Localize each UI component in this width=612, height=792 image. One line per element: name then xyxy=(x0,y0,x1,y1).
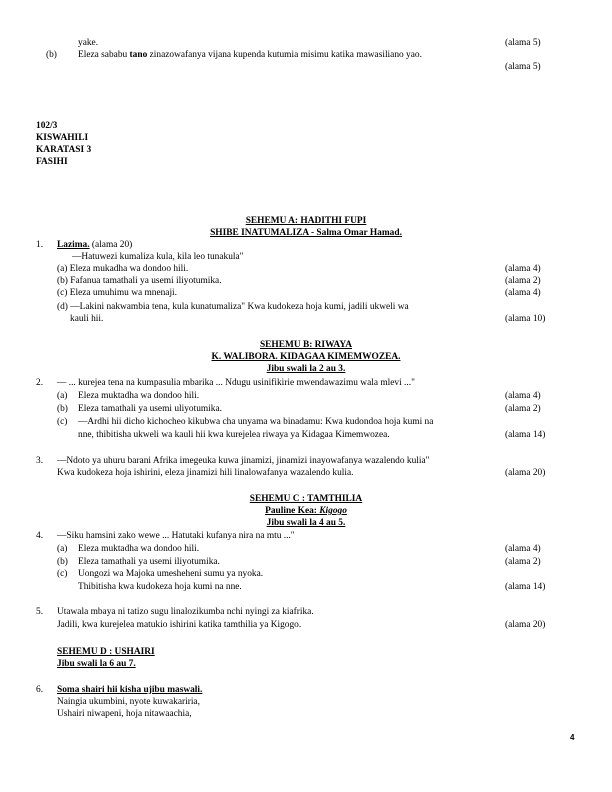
question-number: 3. xyxy=(36,456,44,466)
marks: (alama 2) xyxy=(505,557,541,567)
marks: (alama 20) xyxy=(505,468,546,478)
quote: ―Ndoto ya uhuru barani Afrika imegeuka kuwa jinamizi, jinamizi inayowafanya wazalendo kulia" xyxy=(57,456,430,466)
text-segment: zinazowafanya vijana kupenda kutumia misimu katika mawasiliano yao. xyxy=(147,50,422,60)
question-text: Utawala mbaya ni tatizo sugu linalozikumba nchi nyingi za kiafrika. xyxy=(57,607,314,617)
marks: (alama 5) xyxy=(505,38,541,48)
section-a-title: SEHEMU A: HADITHI FUPI xyxy=(245,216,367,226)
item-label: (a) xyxy=(57,391,68,401)
sub-question-continued: nne, thibitisha ukweli wa kauli hii kwa kurejelea riwaya ya Kidagaa Kimemwozea. xyxy=(78,430,390,440)
subject: KISWAHILI xyxy=(36,133,89,143)
text-segment: Eleza sababu xyxy=(78,50,130,60)
item-label: (c) xyxy=(57,569,68,579)
sub-question: (a) Eleza mukadha wa dondoo hili. xyxy=(57,264,189,274)
marks: (alama 4) xyxy=(505,288,541,298)
book-title: Kigogo xyxy=(319,506,347,516)
marks: (alama 20) xyxy=(89,240,133,250)
item-label: (c) xyxy=(57,417,68,427)
marks: (alama 5) xyxy=(505,62,541,72)
sub-question-continued: kauli hii. xyxy=(70,314,104,324)
question-number: 4. xyxy=(36,531,44,541)
marks: (alama 4) xyxy=(505,544,541,554)
section-b-subtitle: K. WALIBORA. KIDAGAA KIMEMWOZEA. xyxy=(211,352,401,362)
section-b-instruction: Jibu swali la 2 au 3. xyxy=(266,364,346,374)
section-b-title: SEHEMU B: RIWAYA xyxy=(259,340,353,350)
sub-question: Eleza muktadha wa dondoo hili. xyxy=(78,544,200,554)
marks: (alama 4) xyxy=(505,264,541,274)
carryover-text: yake. xyxy=(78,38,99,48)
question-number: 5. xyxy=(36,607,44,617)
quote: ―Siku hamsini zako wewe ... Hatutaki kufanya nira na mtu ..." xyxy=(57,531,295,541)
quote: ― ... kurejea tena na kumpasulia mbarika ... Ndugu usinifikirie mwendawazimu wala mlevi ..." xyxy=(57,378,415,388)
poem-line: Ushairi niwapeni, hoja nitawaachia, xyxy=(57,709,192,719)
marks: (alama 10) xyxy=(505,314,546,324)
section-c-author xyxy=(0,506,612,517)
question-text: Kwa kudokeza hoja ishirini, eleza jinamizi hili linalowafanya wazalendo kulia. xyxy=(57,468,354,478)
sub-question: Uongozi wa Majoka umesheheni sumu ya nyoka. xyxy=(78,569,264,579)
bold-word: tano xyxy=(129,50,148,60)
poem-line: Naingia ukumbini, nyote kuwakariria, xyxy=(57,697,200,707)
marks: (alama 14) xyxy=(505,582,546,592)
sub-question-continued: Thibitisha kwa kudokeza hoja kumi na nne. xyxy=(78,582,242,592)
section-a-subtitle: SHIBE INATUMALIZA - Salma Omar Hamad. xyxy=(210,228,402,238)
paper-code: 102/3 xyxy=(36,121,58,131)
sub-question: (d) ―Lakini nakwambia tena, kula kunatumaliza" Kwa kudokeza hoja kumi, jadili ukweli wa xyxy=(57,302,409,312)
question-text: Jadili, kwa kurejelea matukio ishirini katika tamthilia ya Kigogo. xyxy=(57,620,302,630)
sub-question: (b) Fafanua tamathali ya usemi iliyotumika. xyxy=(57,276,222,286)
page-number: 4 xyxy=(570,733,575,742)
item-label: (a) xyxy=(57,544,68,554)
item-label: (b) xyxy=(57,557,68,567)
item-label: (b) xyxy=(46,50,57,60)
question-6-heading: Soma shairi hii kisha ujibu maswali. xyxy=(57,685,203,695)
marks: (alama 14) xyxy=(505,430,546,440)
question-number: 2. xyxy=(36,378,44,388)
sub-question: ―Ardhi hii dicho kichocheo kikubwa cha unyama wa binadamu: Kwa kudondoa hoja kumi na xyxy=(78,417,434,427)
marks: (alama 4) xyxy=(505,391,541,401)
question-b-text xyxy=(78,50,422,61)
item-label: (b) xyxy=(57,404,68,414)
paper-topic: FASIHI xyxy=(36,157,68,167)
question-number: 1. xyxy=(36,240,44,250)
compulsory-label: Lazima. xyxy=(57,240,90,250)
marks: (alama 2) xyxy=(505,276,541,286)
quote: ―Hatuwezi kumaliza kula, kila leo tunakula" xyxy=(72,252,244,262)
marks: (alama 20) xyxy=(505,620,546,630)
section-c-title: SEHEMU C : TAMTHILIA xyxy=(249,494,363,504)
question-number: 6. xyxy=(36,685,44,695)
author: Pauline Kea: xyxy=(265,506,320,516)
sub-question: (c) Eleza umuhimu wa mnenaji. xyxy=(57,288,178,298)
section-c-instruction: Jibu swali la 4 au 5. xyxy=(266,518,346,528)
paper-number: KARATASI 3 xyxy=(36,145,92,155)
marks: (alama 2) xyxy=(505,404,541,414)
sub-question: Eleza tamathali ya usemi iliyotumika. xyxy=(78,557,220,567)
sub-question: Eleza tamathali ya usemi uliyotumika. xyxy=(78,404,222,414)
section-d-instruction: Jibu swali la 6 au 7. xyxy=(57,659,136,669)
section-d-title: SEHEMU D : USHAIRI xyxy=(57,647,155,657)
question-1-heading xyxy=(57,240,132,251)
sub-question: Eleza muktadha wa dondoo hili. xyxy=(78,391,200,401)
